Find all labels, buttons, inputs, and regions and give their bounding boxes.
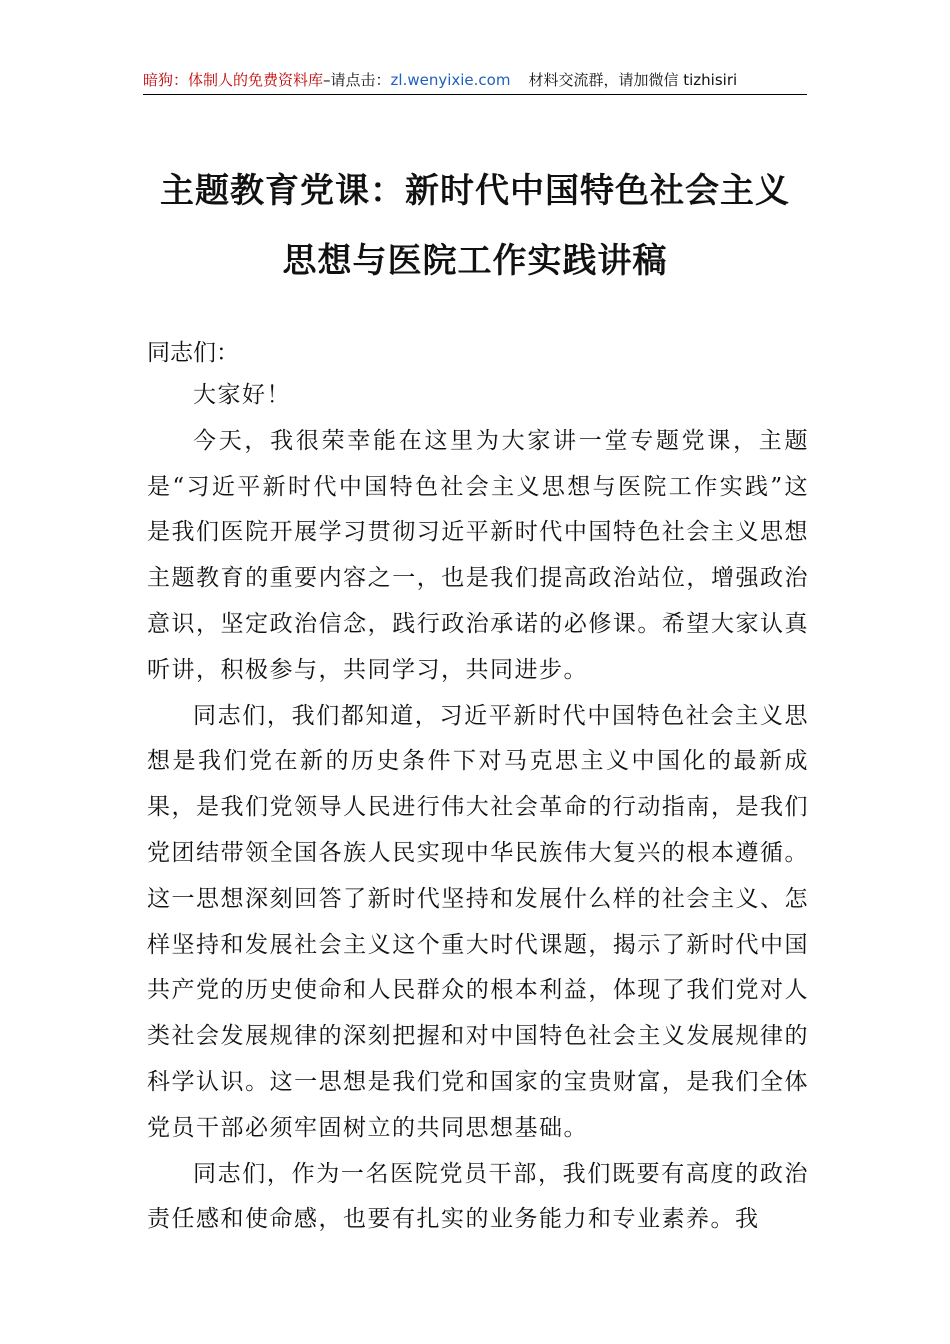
document-body <box>147 373 809 1243</box>
page-header <box>143 66 807 95</box>
header-url-link[interactable]: zl.wenyixie.com <box>390 71 511 89</box>
body-paragraph: 大家好！ <box>193 382 291 408</box>
body-paragraph: 今天，我很荣幸能在这里为大家讲一堂专题党课，主题是“习近平新时代中国特色社会主义思想与医院工作实践”这是我们医院开展学习贯彻习近平新时代中国特色社会主义思想主题教育的重要内容之一，也是我们提高政治站位，增强政治意识，坚定政治信念，践行政治承诺的必修课。希望大家认真听讲，积极参与，共同学习，共同进步。 <box>147 427 809 683</box>
document-title-line-1: 主题教育党课：新时代中国特色社会主义 <box>160 171 790 211</box>
header-cta: –请点击： <box>323 71 391 89</box>
document-title-line-2: 思想与医院工作实践讲稿 <box>282 241 668 281</box>
body-paragraph: 同志们，作为一名医院党员干部，我们既要有高度的政治责任感和使命感，也要有扎实的业务能力和专业素养。我 <box>147 1160 809 1233</box>
salutation: 同志们： <box>147 340 239 366</box>
header-contact: 材料交流群，请加微信 tizhisiri <box>528 71 738 89</box>
body-paragraph: 同志们，我们都知道，习近平新时代中国特色社会主义思想是我们党在新的历史条件下对马克思主义中国化的最新成果，是我们党领导人民进行伟大社会革命的行动指南，是我们党团结带领全国各族人民实现中华民族伟大复兴的根本遵循。这一思想深刻回答了新时代坚持和发展什么样的社会主义、怎样坚持和发展社会主义这个重大时代课题，揭示了新时代中国共产党的历史使命和人民群众的根本利益，体现了我们党对人类社会发展规律的深刻把握和对中国特色社会主义发展规律的科学认识。这一思想是我们党和国家的宝贵财富，是我们全体党员干部必须牢固树立的共同思想基础。 <box>147 702 809 1141</box>
header-brand: 暗狗：体制人的免费资料库 <box>143 71 324 89</box>
